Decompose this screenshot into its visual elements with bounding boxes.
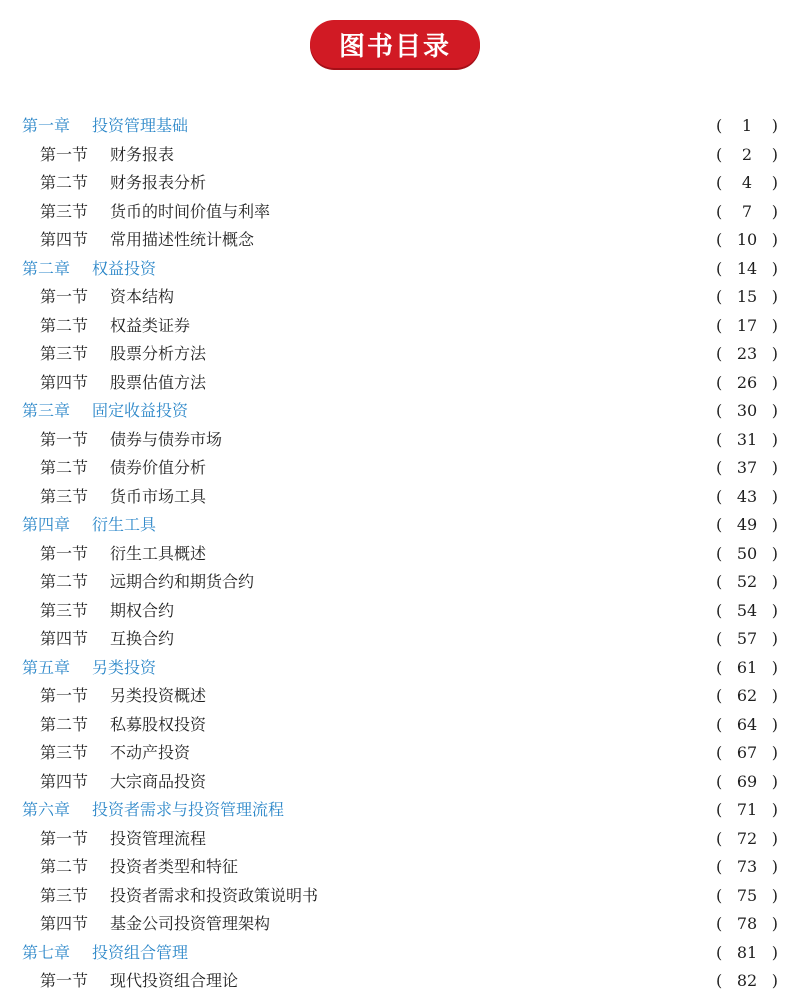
section-title: 资本结构: [110, 287, 175, 307]
section-title: 大宗商品投资: [110, 771, 207, 791]
section-number: 第四节: [40, 372, 89, 392]
page-number: 75: [736, 885, 758, 905]
page-reference: [716, 316, 778, 336]
page-number: 61: [736, 657, 758, 677]
left-paren: (: [716, 401, 723, 421]
right-paren: ): [771, 173, 778, 193]
left-paren: (: [716, 828, 723, 848]
toc-section-entry: [0, 540, 790, 569]
page-reference: [716, 772, 778, 792]
right-paren: ): [771, 743, 778, 763]
chapter-number: 第三章: [22, 401, 71, 421]
page-title: 图书目录: [338, 31, 451, 62]
left-paren: (: [716, 258, 723, 278]
section-title: 股票估值方法: [110, 372, 207, 392]
toc-section-entry: [0, 853, 790, 882]
right-paren: ): [771, 714, 778, 734]
section-title: 股票分析方法: [110, 344, 207, 364]
dot-leader: [232, 430, 706, 450]
page-reference: [716, 344, 778, 364]
page-number: 73: [736, 857, 758, 877]
page-reference: [716, 202, 778, 222]
section-number: 第二节: [40, 315, 89, 335]
section-title: 衍生工具概述: [110, 543, 207, 563]
page-reference: [716, 658, 778, 678]
section-title: 投资者需求和投资政策说明书: [110, 885, 319, 905]
section-title: 另类投资概述: [110, 686, 207, 706]
section-number: 第四节: [40, 629, 89, 649]
dot-leader: [216, 772, 706, 792]
section-title: 货币市场工具: [110, 486, 207, 506]
chapter-title: 固定收益投资: [92, 401, 189, 421]
page-reference: [716, 430, 778, 450]
toc-section-entry: [0, 283, 790, 312]
right-paren: ): [771, 144, 778, 164]
page-number: 37: [736, 458, 758, 478]
dot-leader: [198, 943, 706, 963]
page-reference: [716, 487, 778, 507]
section-title: 常用描述性统计概念: [110, 230, 255, 250]
left-paren: (: [716, 572, 723, 592]
left-paren: (: [716, 942, 723, 962]
left-paren: (: [716, 344, 723, 364]
right-paren: ): [771, 201, 778, 221]
section-title: 不动产投资: [110, 743, 191, 763]
page-reference: [716, 259, 778, 279]
toc-section-entry: [0, 682, 790, 711]
toc-section-entry: [0, 340, 790, 369]
left-paren: (: [716, 429, 723, 449]
page-reference: [716, 572, 778, 592]
page-number: 30: [736, 401, 758, 421]
section-number: 第一节: [40, 429, 89, 449]
page-number: 23: [736, 344, 758, 364]
section-number: 第三节: [40, 201, 89, 221]
left-paren: (: [716, 743, 723, 763]
left-paren: (: [716, 201, 723, 221]
page-number: 71: [736, 800, 758, 820]
section-number: 第二节: [40, 714, 89, 734]
right-paren: ): [771, 800, 778, 820]
dot-leader: [200, 316, 706, 336]
toc-chapter-entry: [0, 939, 790, 968]
page-reference: [716, 544, 778, 564]
page-reference: [716, 373, 778, 393]
left-paren: (: [716, 657, 723, 677]
page-number: 1: [741, 116, 753, 136]
left-paren: (: [716, 230, 723, 250]
dot-leader: [216, 686, 706, 706]
page-number: 49: [736, 515, 758, 535]
page-reference: [716, 857, 778, 877]
page-number: 50: [736, 543, 758, 563]
toc-chapter-entry: [0, 654, 790, 683]
section-number: 第三节: [40, 344, 89, 364]
section-number: 第二节: [40, 572, 89, 592]
left-paren: (: [716, 315, 723, 335]
chapter-title: 权益投资: [92, 258, 157, 278]
table-of-contents: [0, 112, 790, 996]
toc-section-entry: [0, 369, 790, 398]
left-paren: (: [716, 771, 723, 791]
left-paren: (: [716, 629, 723, 649]
toc-section-entry: [0, 141, 790, 170]
toc-section-entry: [0, 454, 790, 483]
section-title: 基金公司投资管理架构: [110, 914, 271, 934]
page-number: 15: [736, 287, 758, 307]
toc-chapter-entry: [0, 255, 790, 284]
section-number: 第二节: [40, 458, 89, 478]
left-paren: (: [716, 116, 723, 136]
dot-leader: [166, 515, 706, 535]
section-number: 第二节: [40, 857, 89, 877]
left-paren: (: [716, 714, 723, 734]
section-title: 财务报表: [110, 144, 175, 164]
section-number: 第二节: [40, 173, 89, 193]
page-reference: [716, 943, 778, 963]
page-reference: [716, 914, 778, 934]
right-paren: ): [771, 857, 778, 877]
dot-leader: [216, 544, 706, 564]
page-reference: [716, 829, 778, 849]
right-paren: ): [771, 914, 778, 934]
section-number: 第一节: [40, 287, 89, 307]
left-paren: (: [716, 287, 723, 307]
page-number: 64: [736, 714, 758, 734]
right-paren: ): [771, 629, 778, 649]
left-paren: (: [716, 144, 723, 164]
left-paren: (: [716, 971, 723, 991]
chapter-number: 第一章: [22, 116, 71, 136]
dot-leader: [216, 373, 706, 393]
section-title: 货币的时间价值与利率: [110, 201, 271, 221]
page-number: 14: [736, 258, 758, 278]
right-paren: ): [771, 486, 778, 506]
right-paren: ): [771, 828, 778, 848]
left-paren: (: [716, 515, 723, 535]
chapter-title: 投资组合管理: [92, 942, 189, 962]
chapter-number: 第四章: [22, 515, 71, 535]
right-paren: ): [771, 942, 778, 962]
right-paren: ): [771, 429, 778, 449]
chapter-title: 投资者需求与投资管理流程: [92, 800, 285, 820]
page-number: 54: [736, 600, 758, 620]
right-paren: ): [771, 971, 778, 991]
section-number: 第一节: [40, 144, 89, 164]
page-number: 69: [736, 771, 758, 791]
section-title: 期权合约: [110, 600, 175, 620]
right-paren: ): [771, 116, 778, 136]
page-number: 82: [736, 971, 758, 991]
toc-section-entry: [0, 169, 790, 198]
right-paren: ): [771, 287, 778, 307]
page-reference: [716, 800, 778, 820]
section-number: 第一节: [40, 971, 89, 991]
dot-leader: [264, 572, 706, 592]
left-paren: (: [716, 173, 723, 193]
page-reference: [716, 145, 778, 165]
page-reference: [716, 515, 778, 535]
section-number: 第三节: [40, 486, 89, 506]
page-number: 72: [736, 828, 758, 848]
toc-section-entry: [0, 597, 790, 626]
right-paren: ): [771, 258, 778, 278]
page-number: 62: [736, 686, 758, 706]
page-number: 78: [736, 914, 758, 934]
right-paren: ): [771, 543, 778, 563]
right-paren: ): [771, 315, 778, 335]
toc-chapter-entry: [0, 112, 790, 141]
right-paren: ): [771, 771, 778, 791]
dot-leader: [198, 401, 706, 421]
page-reference: [716, 401, 778, 421]
page-number: 52: [736, 572, 758, 592]
dot-leader: [280, 202, 706, 222]
section-title: 互换合约: [110, 629, 175, 649]
right-paren: ): [771, 885, 778, 905]
toc-chapter-entry: [0, 796, 790, 825]
section-number: 第一节: [40, 686, 89, 706]
dot-leader: [184, 145, 706, 165]
toc-chapter-entry: [0, 511, 790, 540]
toc-section-entry: [0, 711, 790, 740]
page-reference: [716, 743, 778, 763]
page-reference: [716, 629, 778, 649]
page-number: 31: [736, 429, 758, 449]
left-paren: (: [716, 458, 723, 478]
left-paren: (: [716, 857, 723, 877]
section-title: 债券与债券市场: [110, 429, 223, 449]
dot-leader: [166, 658, 706, 678]
right-paren: ): [771, 600, 778, 620]
dot-leader: [248, 971, 706, 991]
section-number: 第四节: [40, 914, 89, 934]
chapter-number: 第六章: [22, 800, 71, 820]
toc-section-entry: [0, 768, 790, 797]
section-number: 第三节: [40, 885, 89, 905]
section-title: 现代投资组合理论: [110, 971, 239, 991]
toc-section-entry: [0, 910, 790, 939]
page-reference: [716, 971, 778, 991]
section-number: 第四节: [40, 230, 89, 250]
toc-section-entry: [0, 483, 790, 512]
left-paren: (: [716, 600, 723, 620]
chapter-title: 衍生工具: [92, 515, 157, 535]
page-reference: [716, 686, 778, 706]
toc-section-entry: [0, 568, 790, 597]
toc-section-entry: [0, 825, 790, 854]
dot-leader: [216, 487, 706, 507]
left-paren: (: [716, 486, 723, 506]
right-paren: ): [771, 686, 778, 706]
section-number: 第三节: [40, 600, 89, 620]
dot-leader: [264, 230, 706, 250]
toc-section-entry: [0, 198, 790, 227]
page-reference: [716, 287, 778, 307]
toc-header-badge: [310, 20, 480, 68]
right-paren: ): [771, 372, 778, 392]
left-paren: (: [716, 914, 723, 934]
section-title: 投资者类型和特征: [110, 857, 239, 877]
toc-section-entry: [0, 882, 790, 911]
left-paren: (: [716, 543, 723, 563]
right-paren: ): [771, 344, 778, 364]
chapter-number: 第七章: [22, 942, 71, 962]
section-number: 第一节: [40, 828, 89, 848]
right-paren: ): [771, 401, 778, 421]
page-number: 17: [736, 315, 758, 335]
dot-leader: [216, 173, 706, 193]
section-title: 债券价值分析: [110, 458, 207, 478]
page-reference: [716, 116, 778, 136]
chapter-number: 第二章: [22, 258, 71, 278]
dot-leader: [166, 259, 706, 279]
dot-leader: [328, 886, 706, 906]
left-paren: (: [716, 686, 723, 706]
chapter-number: 第五章: [22, 657, 71, 677]
section-title: 投资管理流程: [110, 828, 207, 848]
dot-leader: [248, 857, 706, 877]
section-title: 远期合约和期货合约: [110, 572, 255, 592]
section-number: 第一节: [40, 543, 89, 563]
dot-leader: [200, 743, 706, 763]
page-reference: [716, 601, 778, 621]
dot-leader: [184, 287, 706, 307]
page-reference: [716, 230, 778, 250]
toc-section-entry: [0, 312, 790, 341]
page-number: 7: [741, 201, 753, 221]
section-number: 第三节: [40, 743, 89, 763]
dot-leader: [198, 116, 706, 136]
toc-section-entry: [0, 226, 790, 255]
page-reference: [716, 458, 778, 478]
page-number: 43: [736, 486, 758, 506]
page-number: 67: [736, 743, 758, 763]
toc-section-entry: [0, 426, 790, 455]
page-reference: [716, 173, 778, 193]
left-paren: (: [716, 800, 723, 820]
toc-section-entry: [0, 967, 790, 996]
dot-leader: [216, 829, 706, 849]
dot-leader: [216, 715, 706, 735]
right-paren: ): [771, 515, 778, 535]
page-number: 2: [741, 144, 753, 164]
right-paren: ): [771, 458, 778, 478]
page-number: 4: [741, 173, 753, 193]
page-number: 81: [736, 942, 758, 962]
dot-leader: [184, 629, 706, 649]
chapter-title: 投资管理基础: [92, 116, 189, 136]
section-number: 第四节: [40, 771, 89, 791]
left-paren: (: [716, 885, 723, 905]
page-number: 26: [736, 372, 758, 392]
right-paren: ): [771, 230, 778, 250]
toc-section-entry: [0, 625, 790, 654]
toc-section-entry: [0, 739, 790, 768]
right-paren: ): [771, 572, 778, 592]
chapter-title: 另类投资: [92, 657, 157, 677]
right-paren: ): [771, 657, 778, 677]
page-number: 57: [736, 629, 758, 649]
dot-leader: [216, 458, 706, 478]
left-paren: (: [716, 372, 723, 392]
section-title: 财务报表分析: [110, 173, 207, 193]
section-title: 权益类证券: [110, 315, 191, 335]
dot-leader: [294, 800, 706, 820]
page-reference: [716, 715, 778, 735]
dot-leader: [184, 601, 706, 621]
toc-chapter-entry: [0, 397, 790, 426]
page-number: 10: [736, 230, 758, 250]
section-title: 私募股权投资: [110, 714, 207, 734]
page-reference: [716, 886, 778, 906]
dot-leader: [280, 914, 706, 934]
dot-leader: [216, 344, 706, 364]
